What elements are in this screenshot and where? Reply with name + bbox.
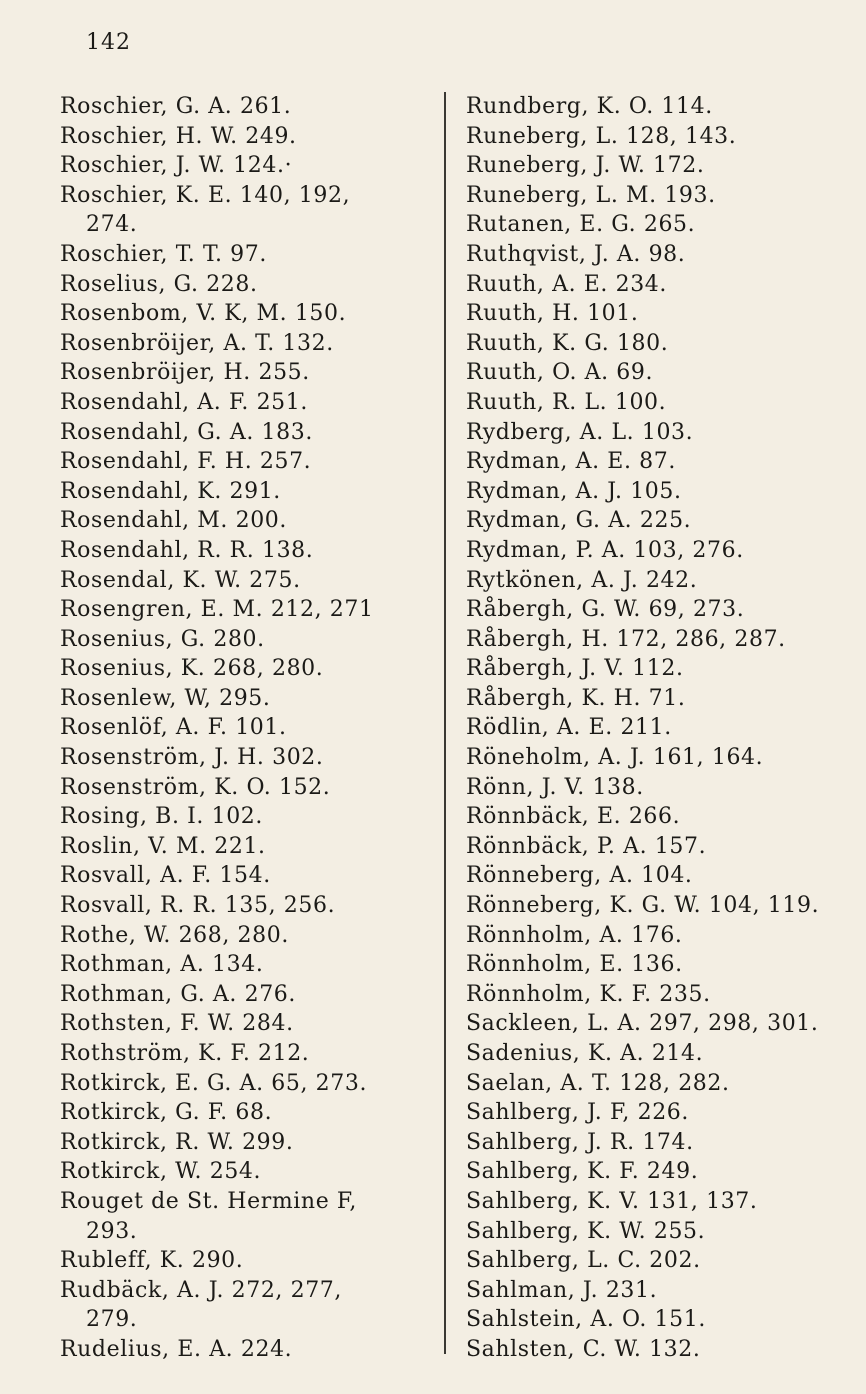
index-entry-text: Roschier, K. E. 140, 192, bbox=[60, 182, 351, 208]
index-entry-text: Sackleen, L. A. 297, 298, 301. bbox=[466, 1011, 819, 1037]
index-entry-text: Rönneberg, A. 104. bbox=[466, 863, 693, 889]
index-entry bbox=[466, 1098, 836, 1128]
index-entry bbox=[466, 684, 836, 714]
index-entry bbox=[60, 358, 430, 388]
index-entry bbox=[60, 1246, 430, 1276]
index-entry-text: Roslin, V. M. 221. bbox=[60, 833, 266, 859]
index-entry-text: Rothsten, F. W. 284. bbox=[60, 1011, 294, 1037]
index-entry bbox=[60, 832, 430, 862]
index-entry bbox=[466, 477, 836, 507]
index-entry bbox=[466, 151, 836, 181]
index-entry-text: Rönnbäck, P. A. 157. bbox=[466, 833, 707, 859]
index-entry-text: Rönnbäck, E. 266. bbox=[466, 804, 681, 830]
index-entry bbox=[466, 773, 836, 803]
index-entry-text: Sahlberg, K. V. 131, 137. bbox=[466, 1188, 758, 1214]
index-entry-text: Rosenius, G. 280. bbox=[60, 626, 265, 652]
index-entry bbox=[60, 1098, 430, 1128]
index-entry bbox=[466, 1246, 836, 1276]
index-entry-text: Rosengren, E. M. 212, 271 bbox=[60, 597, 374, 623]
index-entry-text: Rönn, J. V. 138. bbox=[466, 774, 644, 800]
index-entry-text: Roschier, G. A. 261. bbox=[60, 94, 292, 119]
index-entry bbox=[60, 595, 430, 625]
index-entry bbox=[466, 654, 836, 684]
index-entry-text: Rydman, A. J. 105. bbox=[466, 478, 682, 504]
index-entry-text: Rytkönen, A. J. 242. bbox=[466, 567, 698, 593]
index-entry bbox=[466, 1305, 836, 1335]
index-entry-text: Rosendahl, R. R. 138. bbox=[60, 537, 314, 563]
index-entry-text: Rydman, A. E. 87. bbox=[466, 449, 676, 475]
index-entry bbox=[60, 625, 430, 655]
index-entry-text: Ruthqvist, J. A. 98. bbox=[466, 241, 686, 267]
index-entry bbox=[60, 1187, 430, 1246]
index-entry bbox=[466, 566, 836, 596]
index-entry-text: Rotkirck, G. F. 68. bbox=[60, 1100, 273, 1126]
index-entry bbox=[466, 921, 836, 951]
index-entry-text: Rosenbröijer, A. T. 132. bbox=[60, 330, 334, 356]
index-column-right bbox=[466, 92, 836, 1365]
index-entry-text: Rundberg, K. O. 114. bbox=[466, 94, 713, 119]
index-entry bbox=[466, 891, 836, 921]
index-entry-text: Sahlman, J. 231. bbox=[466, 1277, 658, 1303]
index-entry-text: Runeberg, L. M. 193. bbox=[466, 182, 716, 208]
index-entry bbox=[60, 980, 430, 1010]
index-entry bbox=[60, 773, 430, 803]
index-entry-text: Rothman, G. A. 276. bbox=[60, 981, 296, 1007]
index-entry-text: Rosendahl, G. A. 183. bbox=[60, 419, 313, 445]
index-entry-text: Rutanen, E. G. 265. bbox=[466, 212, 696, 238]
index-entry-text: Rönneberg, K. G. W. 104, 119. bbox=[466, 893, 820, 919]
index-entry-text: Röneholm, A. J. 161, 164. bbox=[466, 745, 764, 771]
page-number: 142 bbox=[86, 30, 131, 55]
index-entry bbox=[60, 566, 430, 596]
index-entry-text: Rosing, B. I. 102. bbox=[60, 804, 263, 830]
index-entry bbox=[60, 92, 430, 122]
index-entry bbox=[60, 299, 430, 329]
index-entry-text: Rydman, P. A. 103, 276. bbox=[466, 537, 744, 563]
index-entry bbox=[60, 329, 430, 359]
index-entry bbox=[60, 536, 430, 566]
index-entry bbox=[466, 861, 836, 891]
index-entry bbox=[466, 240, 836, 270]
index-entry-text: Sahlberg, L. C. 202. bbox=[466, 1248, 701, 1274]
index-entry bbox=[466, 1335, 836, 1365]
index-entry bbox=[60, 477, 430, 507]
index-entry-text: Roschier, T. T. 97. bbox=[60, 241, 267, 267]
index-entry bbox=[60, 921, 430, 951]
index-entry-text: Rotkirck, R. W. 299. bbox=[60, 1129, 294, 1155]
index-entry-text: Saelan, A. T. 128, 282. bbox=[466, 1070, 730, 1096]
index-entry-text: Sahlsten, C. W. 132. bbox=[466, 1336, 701, 1362]
index-entry bbox=[466, 418, 836, 448]
index-entry bbox=[466, 802, 836, 832]
index-entry bbox=[60, 1039, 430, 1069]
index-entry bbox=[466, 832, 836, 862]
index-entry bbox=[466, 270, 836, 300]
index-entry-text: Sadenius, K. A. 214. bbox=[466, 1041, 704, 1066]
index-entry-text: Sahlberg, K. F. 249. bbox=[466, 1159, 699, 1185]
index-entry-text: Rosenbröijer, H. 255. bbox=[60, 360, 310, 386]
index-entry-continuation: 274. bbox=[86, 212, 138, 238]
index-entry bbox=[466, 625, 836, 655]
index-entry-text: Rydberg, A. L. 103. bbox=[466, 419, 694, 445]
index-entry-text: Rosendahl, A. F. 251. bbox=[60, 389, 308, 415]
column-divider bbox=[444, 92, 446, 1354]
index-entry bbox=[466, 210, 836, 240]
index-entry-text: Rönnholm, E. 136. bbox=[466, 952, 683, 978]
index-entry-text: Ruuth, R. L. 100. bbox=[466, 389, 667, 415]
index-entry bbox=[466, 1069, 836, 1099]
index-entry bbox=[60, 388, 430, 418]
index-entry bbox=[60, 713, 430, 743]
index-entry-text: Råbergh, K. H. 71. bbox=[466, 685, 686, 711]
index-entry-text: Rosenlöf, A. F. 101. bbox=[60, 715, 287, 741]
index-entry bbox=[60, 1157, 430, 1187]
index-entry bbox=[466, 536, 836, 566]
index-entry-text: Råbergh, H. 172, 286, 287. bbox=[466, 626, 786, 652]
index-entry-text: Rudbäck, A. J. 272, 277, bbox=[60, 1277, 342, 1303]
index-entry-text: Rydman, G. A. 225. bbox=[466, 508, 692, 534]
index-entry bbox=[466, 122, 836, 152]
index-entry-text: Rubleff, K. 290. bbox=[60, 1248, 244, 1274]
index-entry bbox=[60, 418, 430, 448]
index-entry bbox=[466, 506, 836, 536]
index-entry-text: Roselius, G. 228. bbox=[60, 271, 258, 297]
index-entry bbox=[60, 802, 430, 832]
index-entry bbox=[466, 950, 836, 980]
index-entry-text: Rönnholm, K. F. 235. bbox=[466, 981, 711, 1007]
index-entry bbox=[60, 950, 430, 980]
index-entry bbox=[466, 92, 836, 122]
index-entry bbox=[60, 654, 430, 684]
index-entry-text: Ruuth, O. A. 69. bbox=[466, 360, 654, 386]
index-entry bbox=[60, 1335, 430, 1365]
index-entry-text: Rosenius, K. 268, 280. bbox=[60, 656, 324, 682]
index-entry-text: Rosvall, R. R. 135, 256. bbox=[60, 893, 336, 919]
index-entry bbox=[60, 270, 430, 300]
index-entry bbox=[60, 506, 430, 536]
index-entry-text: Rosenbom, V. K, M. 150. bbox=[60, 301, 347, 327]
index-entry bbox=[60, 891, 430, 921]
index-entry bbox=[466, 1276, 836, 1306]
index-entry bbox=[60, 181, 430, 240]
index-entry-text: Runeberg, J. W. 172. bbox=[466, 153, 705, 179]
index-entry bbox=[466, 1009, 836, 1039]
index-entry-text: Rouget de St. Hermine F, bbox=[60, 1188, 357, 1214]
index-entry-text: Råbergh, G. W. 69, 273. bbox=[466, 597, 745, 623]
index-entry bbox=[60, 861, 430, 891]
index-entry bbox=[466, 1217, 836, 1247]
index-entry-text: Rosendal, K. W. 275. bbox=[60, 567, 301, 593]
index-entry bbox=[466, 713, 836, 743]
index-entry bbox=[466, 1157, 836, 1187]
index-entry bbox=[466, 743, 836, 773]
index-entry bbox=[466, 388, 836, 418]
index-entry bbox=[466, 980, 836, 1010]
index-entry-text: Rothe, W. 268, 280. bbox=[60, 922, 289, 948]
index-entry bbox=[60, 684, 430, 714]
index-entry bbox=[466, 595, 836, 625]
index-entry-text: Rotkirck, E. G. A. 65, 273. bbox=[60, 1070, 368, 1096]
index-entry-text: Sahlberg, J. R. 174. bbox=[466, 1129, 694, 1155]
index-entry-text: Rotkirck, W. 254. bbox=[60, 1159, 262, 1185]
index-entry bbox=[60, 151, 430, 181]
index-entry bbox=[60, 1069, 430, 1099]
index-entry-text: Rudelius, E. A. 224. bbox=[60, 1336, 293, 1362]
index-entry bbox=[60, 1009, 430, 1039]
index-entry-text: Rosvall, A. F. 154. bbox=[60, 863, 271, 889]
index-entry-text: Rönnholm, A. 176. bbox=[466, 922, 683, 948]
index-entry bbox=[466, 358, 836, 388]
index-entry bbox=[466, 1039, 836, 1069]
index-entry bbox=[466, 1187, 836, 1217]
index-entry-text: Ruuth, H. 101. bbox=[466, 301, 639, 327]
index-entry-text: Sahlstein, A. O. 151. bbox=[466, 1307, 706, 1333]
index-entry bbox=[466, 181, 836, 211]
index-entry-text: Rosenlew, W, 295. bbox=[60, 685, 271, 711]
index-entry bbox=[60, 743, 430, 773]
index-entry-text: Rosenström, K. O. 152. bbox=[60, 774, 331, 800]
index-entry bbox=[60, 240, 430, 270]
index-entry bbox=[60, 1276, 430, 1335]
index-entry bbox=[60, 122, 430, 152]
index-entry-text: Sahlberg, J. F, 226. bbox=[466, 1100, 689, 1126]
index-entry-text: Sahlberg, K. W. 255. bbox=[466, 1218, 706, 1244]
index-entry bbox=[466, 299, 836, 329]
index-column-left bbox=[60, 92, 430, 1365]
index-entry-text: Rosendahl, M. 200. bbox=[60, 508, 287, 534]
index-entry-text: Rosenström, J. H. 302. bbox=[60, 745, 324, 771]
index-entry-text: Rosendahl, F. H. 257. bbox=[60, 449, 312, 475]
index-entry-text: Råbergh, J. V. 112. bbox=[466, 656, 684, 682]
index-entry-text: Rothström, K. F. 212. bbox=[60, 1041, 310, 1066]
index-entry-text: Roschier, H. W. 249. bbox=[60, 123, 297, 149]
index-entry bbox=[60, 447, 430, 477]
index-entry-text: Rothman, A. 134. bbox=[60, 952, 264, 978]
index-entry-continuation: 279. bbox=[86, 1307, 138, 1333]
index-entry-text: Ruuth, K. G. 180. bbox=[466, 330, 669, 356]
index-entry bbox=[466, 1128, 836, 1158]
index-entry-continuation: 293. bbox=[86, 1218, 138, 1244]
index-entry bbox=[466, 447, 836, 477]
index-entry bbox=[60, 1128, 430, 1158]
index-entry-text: Runeberg, L. 128, 143. bbox=[466, 123, 737, 149]
index-entry-text: Rosendahl, K. 291. bbox=[60, 478, 281, 504]
index-entry-text: Ruuth, A. E. 234. bbox=[466, 271, 668, 297]
index-entry bbox=[466, 329, 836, 359]
index-entry-text: Roschier, J. W. 124.· bbox=[60, 153, 293, 179]
index-entry-text: Rödlin, A. E. 211. bbox=[466, 715, 672, 741]
